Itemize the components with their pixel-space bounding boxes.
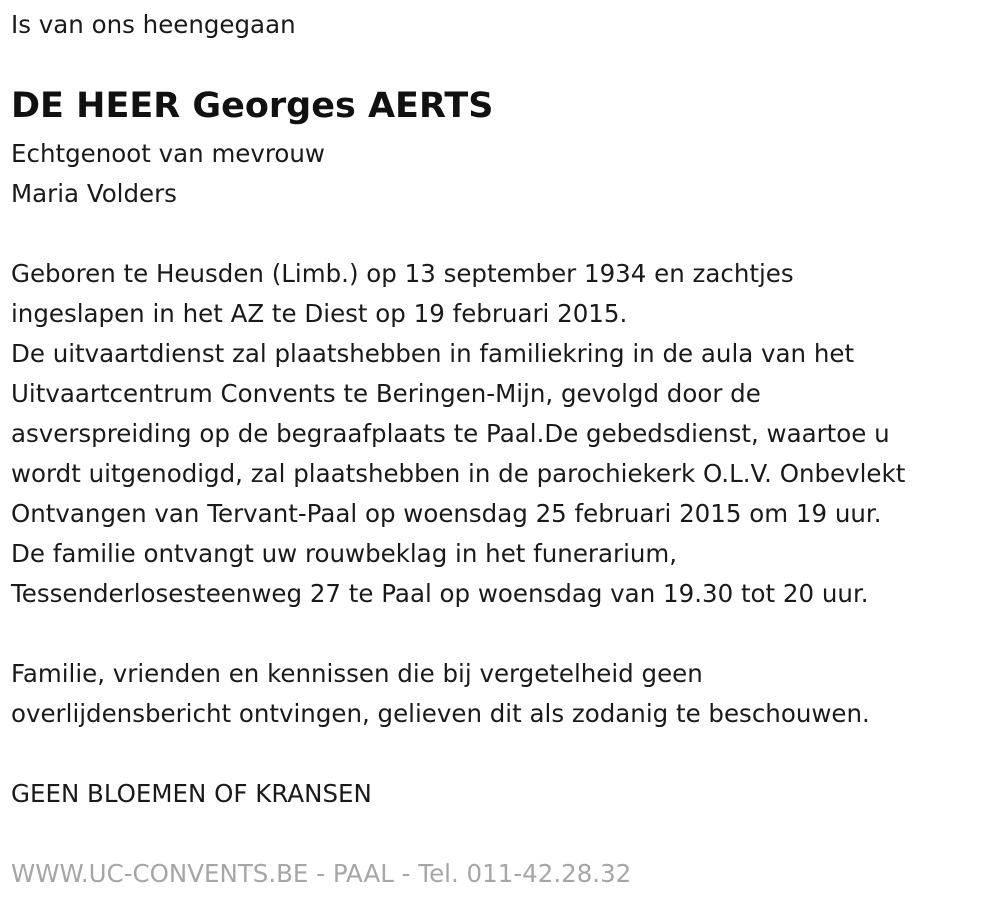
body-line-5: asverspreiding op de begraafplaats te Paal.De gebedsdienst, waartoe u <box>11 419 890 448</box>
body-line-3: De uitvaartdienst zal plaatshebben in familiekring in de aula van het <box>11 339 855 368</box>
body-line-4: Uitvaartcentrum Convents te Beringen-Mijn, gevolgd door de <box>11 379 761 408</box>
body-line-2: ingeslapen in het AZ te Diest op 19 februari 2015. <box>11 299 628 328</box>
intro-text: Is van ons heengegaan <box>11 10 296 39</box>
footer-contact: WWW.UC-CONVENTS.BE - PAAL - Tel. 011-42.28.32 <box>11 859 632 888</box>
spouse-line-2: Maria Volders <box>11 179 177 208</box>
body-line-8: De familie ontvangt uw rouwbeklag in het funerarium, <box>11 539 678 568</box>
spouse-line-1: Echtgenoot van mevrouw <box>11 139 325 168</box>
body-line-6: wordt uitgenodigd, zal plaatshebben in de parochiekerk O.L.V. Onbevlekt <box>11 459 906 488</box>
body-line-9: Tessenderlosesteenweg 27 te Paal op woensdag van 19.30 tot 20 uur. <box>11 579 869 608</box>
notice-line-2: overlijdensbericht ontvingen, gelieven dit als zodanig te beschouwen. <box>11 699 870 728</box>
body-line-7: Ontvangen van Tervant-Paal op woensdag 25 februari 2015 om 19 uur. <box>11 499 882 528</box>
deceased-name: DE HEER Georges AERTS <box>11 86 494 126</box>
no-flowers-text: GEEN BLOEMEN OF KRANSEN <box>11 779 372 808</box>
notice-line-1: Familie, vrienden en kennissen die bij vergetelheid geen <box>11 659 703 688</box>
body-line-1: Geboren te Heusden (Limb.) op 13 september 1934 en zachtjes <box>11 259 794 288</box>
